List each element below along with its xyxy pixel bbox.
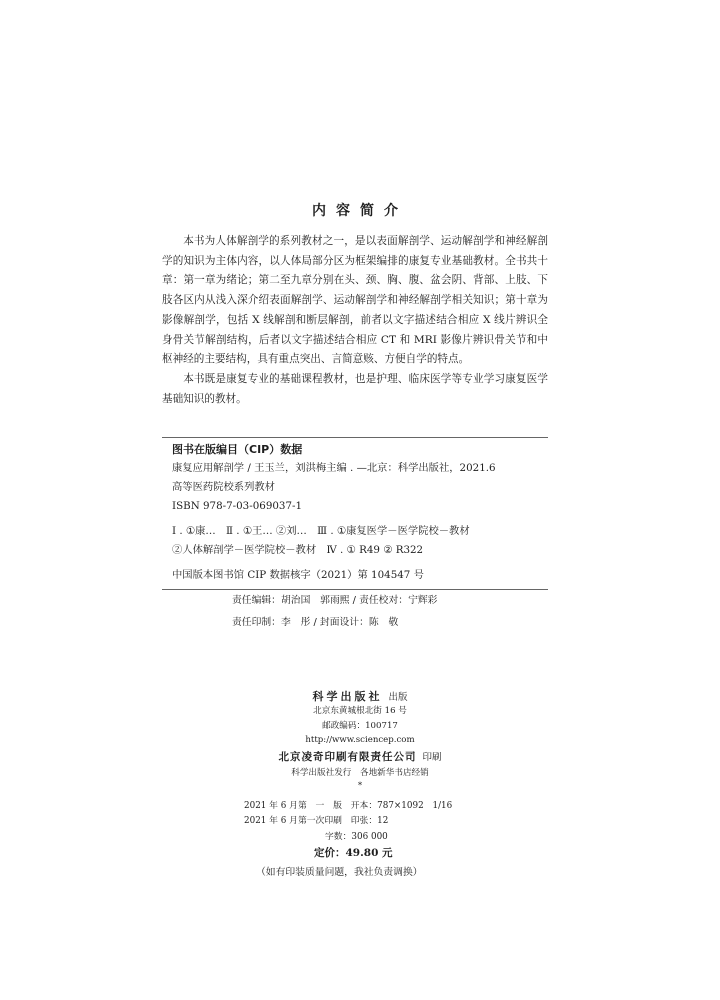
cip-data-number: 中国版本图书馆 CIP 数据核字（2021）第 104547 号 (172, 569, 424, 581)
publisher-url: http://www.sciencep.com (305, 735, 415, 745)
printer-logo: 北京凌奇印刷有限责任公司 (278, 751, 417, 763)
spec-edition: 2021 年 6 月第 一 版 开本：787×1092 1/16 (244, 801, 453, 811)
credits-line-1: 责任编辑：胡治国 郭雨熙 / 责任校对：宁辉彩 (232, 595, 438, 606)
abstract-paragraph-1: 本书为人体解剖学的系列教材之一，是以表面解剖学、运动解剖学和神经解剖学的知识为主体内容，以人体局部分区为框架编排的康复专业基础教材。全书共十章：第一章为绪论；第二至九章分别在头、颈、胸、腹、盆会阴、背部、上肢、下肢各区内从浅入深介绍表面解剖学、运动解剖学和神经解剖学相关知识；第十章为影像解剖学，包括 X 线解剖和断层解剖，前者以文字描述结合相应 X 线片辨识全身骨关节解剖结构，后者以文字描述结合相应 CT 和 MRI 影像片辨识骨关节和中枢神经的主要结构，具有重点突出、言简意赅、方便自学的特点。 (162, 235, 548, 366)
price: 定价：49.80 元 (314, 847, 393, 859)
cip-class-1: Ⅰ . ①康… Ⅱ . ①王… ②刘… Ⅲ . ①康复医学－医学院校－教材 (172, 525, 470, 537)
cip-line-title: 康复应用解剖学 / 王玉兰，刘洪梅主编 . —北京：科学出版社，2021.6 (172, 462, 496, 474)
cip-line-isbn: ISBN 978-7-03-069037-1 (172, 500, 303, 512)
printer-line (0, 749, 720, 764)
cip-line-series: 高等医药院校系列教材 (172, 481, 275, 493)
publisher-suffix: 出版 (388, 692, 408, 703)
publisher-logo: 科学出版社 (312, 690, 383, 703)
cip-block (162, 437, 548, 590)
spec-words: 字数：306 000 (325, 832, 388, 842)
separator-star: * (357, 781, 363, 791)
page-title: 内容简介 (312, 203, 408, 219)
publisher-line (0, 688, 720, 704)
quality-notice: （如有印装质量问题，我社负责调换） (256, 867, 423, 878)
publisher-postcode: 邮政编码：100717 (322, 721, 398, 731)
distribution-line: 科学出版社发行 各地新华书店经销 (291, 768, 429, 778)
abstract-paragraph-2: 本书既是康复专业的基础课程教材，也是护理、临床医学等专业学习康复医学基础知识的教材。 (162, 372, 548, 405)
printer-suffix: 印刷 (422, 752, 442, 763)
credits-line-2: 责任印制：李 彤 / 封面设计：陈 敬 (232, 617, 399, 628)
cip-heading: 图书在版编目（CIP）数据 (172, 443, 303, 456)
publisher-address: 北京东黄城根北街 16 号 (313, 706, 407, 716)
cip-class-2: ②人体解剖学－医学院校－教材 Ⅳ . ① R49 ② R322 (172, 544, 424, 556)
abstract (162, 232, 548, 409)
spec-printing: 2021 年 6 月第一次印刷 印张：12 (244, 816, 389, 826)
